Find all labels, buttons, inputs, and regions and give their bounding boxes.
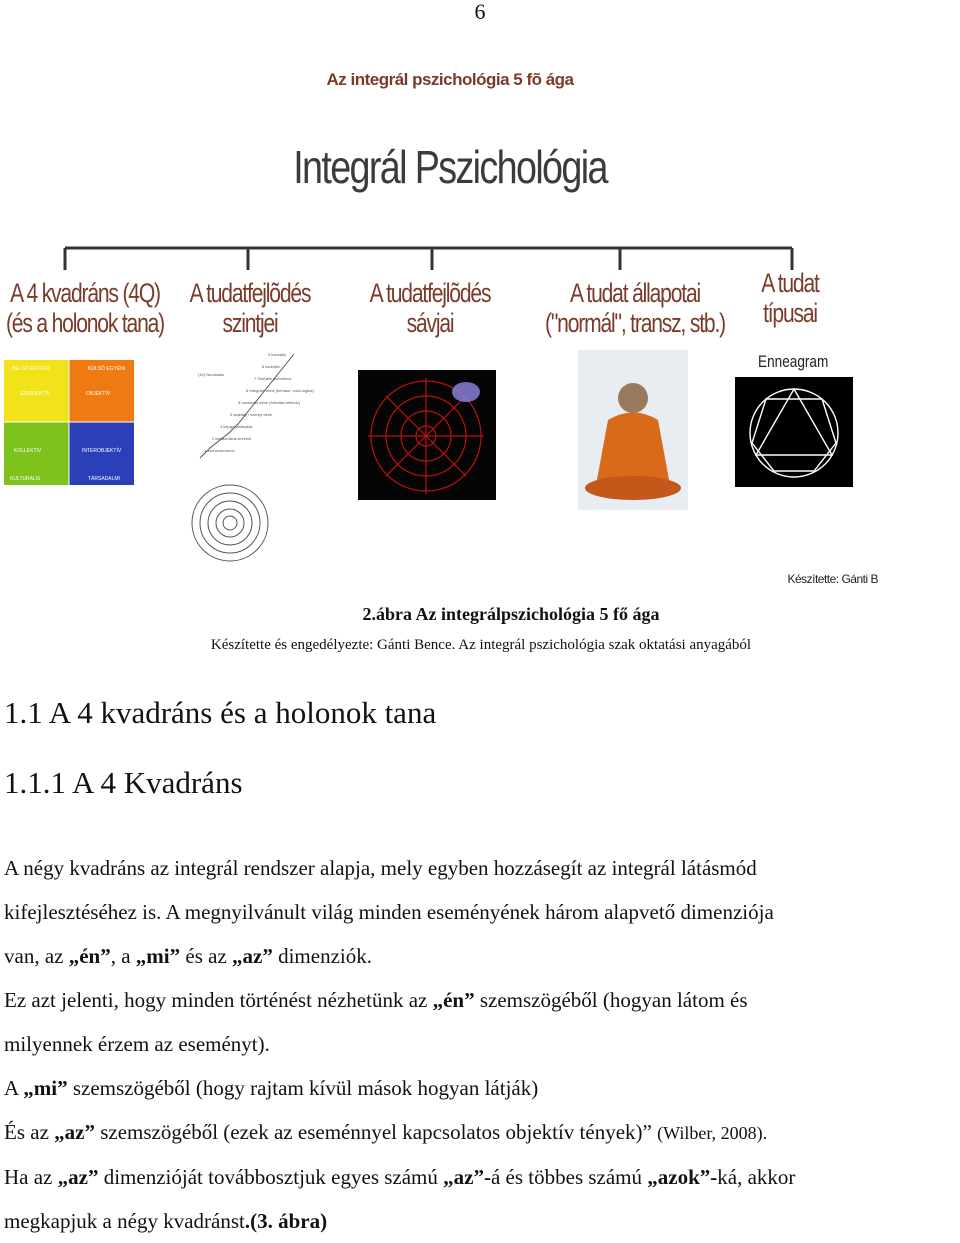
svg-text:3 képgondolkodás: 3 képgondolkodás: [220, 424, 253, 429]
branch-title-types: A tudat típusai: [761, 268, 819, 328]
svg-text:(10) Nondualis: (10) Nondualis: [198, 372, 225, 377]
svg-text:6 Integráló elme (kentaur, víz: 6 Integráló elme (kentaur, vízió-logika): [246, 388, 314, 393]
lines-image: [358, 370, 496, 500]
citation: (Wilber, 2008).: [657, 1123, 768, 1143]
svg-text:KÜLSŐ EGYÉNI: KÜLSŐ EGYÉNI: [88, 366, 126, 372]
branch-title-states: A tudat állapotai ("normál", transz, stb.): [545, 278, 725, 338]
svg-text:KULTURÁLIS: KULTURÁLIS: [10, 476, 41, 482]
svg-text:1 szenzomotoros: 1 szenzomotoros: [204, 448, 235, 453]
svg-text:SZUBJEKTÍV: SZUBJEKTÍV: [20, 391, 51, 397]
text-line: Ha az „az” dimenzióját továbbosztjuk egyes számú „az”-á és többes számú „azok”-ká, akkor: [4, 1165, 796, 1189]
svg-text:2 fantazmikus-érzelmi: 2 fantazmikus-érzelmi: [212, 436, 251, 441]
svg-text:TÁRSADALMI: TÁRSADALMI: [88, 476, 120, 482]
text-line: kifejlesztéséhez is. A megnyilvánult világ minden eseményének három alapvető dimenziója: [4, 900, 774, 924]
figure-credit: Készítette: Gánti B: [787, 572, 878, 586]
levels-diagram: [190, 348, 330, 568]
svg-text:7 Globális pszichikus: 7 Globális pszichikus: [254, 376, 292, 381]
figure-caption-subtitle: Készítette és engedélyezte: Gánti Bence. Az integrál pszichológia szak oktatási anyagából: [210, 637, 752, 653]
svg-text:KOLLEKTÍV: KOLLEKTÍV: [14, 448, 42, 454]
branch-title-levels: A tudatfejlõdés szintjei: [189, 278, 311, 338]
figure-top-caption: Az integrál pszichológia 5 fõ ága: [326, 70, 574, 89]
figure-caption-title: 2.ábra Az integrálpszichológia 5 fő ága: [362, 604, 660, 624]
enneagram-label: Enneagram: [758, 352, 829, 371]
meditation-image: [578, 350, 688, 510]
text-line: A négy kvadráns az integrál rendszer alapja, mely egyben hozzásegít az integrál látásmód: [4, 856, 757, 880]
text-line: És az „az” szemszögéből (ezek az eseménnyel kapcsolatos objektív tények)” (Wilber, 2008).: [4, 1120, 768, 1144]
svg-text:BELSŐ EGYÉNI: BELSŐ EGYÉNI: [12, 366, 49, 372]
svg-text:5 kauzális: 5 kauzális: [268, 352, 286, 357]
figure-main-title: Integrál Pszichológia: [293, 141, 607, 193]
text-line: milyennek érzem az eseményt).: [4, 1032, 270, 1056]
text-line: van, az „én”, a „mi” és az „az” dimenziók.: [4, 944, 372, 968]
svg-text:INTEROBJEKTÍV: INTEROBJEKTÍV: [82, 448, 122, 454]
subsection-heading: 1.1.1 A 4 Kvadráns: [4, 765, 243, 800]
text-line: Ez azt jelenti, hogy minden történést nézhetünk az „én” szemszögéből (hogyan látom és: [4, 988, 748, 1012]
svg-text:4 szabály / szerep elme: 4 szabály / szerep elme: [230, 412, 273, 417]
body-text: [4, 846, 960, 1243]
four-quadrant-image: [4, 360, 134, 485]
text-line: megkapjuk a négy kvadránst.(3. ábra): [4, 1209, 328, 1233]
enneagram-image: [735, 377, 853, 487]
page-number: 6: [474, 0, 486, 24]
branch-title-lines: A tudatfejlõdés sávjai: [369, 278, 491, 338]
svg-text:8 szubtilis: 8 szubtilis: [262, 364, 280, 369]
text-line: A „mi” szemszögéből (hogy rajtam kívül mások hogyan látják): [4, 1076, 539, 1100]
svg-text:5 racionális elme (formális-re: 5 racionális elme (formális-reflexív): [238, 400, 301, 405]
branch-title-quadrants: A 4 kvadráns (4Q) (és a holonok tana): [5, 278, 165, 338]
svg-text:OBJEKTÍV: OBJEKTÍV: [86, 391, 111, 397]
section-heading: 1.1 A 4 kvadráns és a holonok tana: [4, 695, 437, 730]
